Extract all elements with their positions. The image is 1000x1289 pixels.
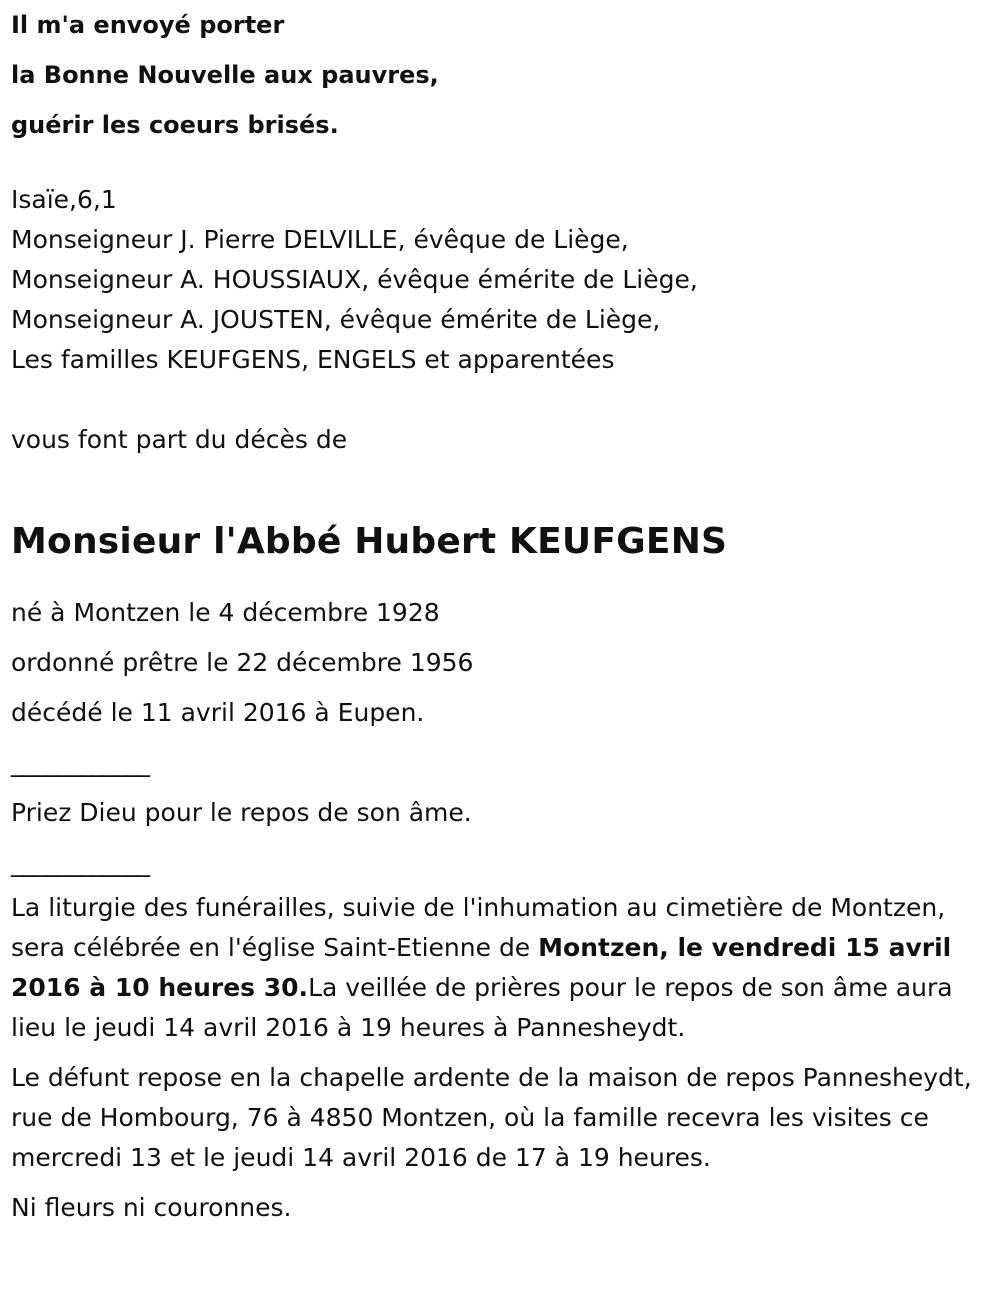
funeral-text-intro: La liturgie des funérailles, suivie de l'inhumation au cimetière de Montzen, sera célébrée en l'église Saint-Etienne de	[11, 893, 946, 962]
verse-reference: Isaïe,6,1	[11, 185, 117, 214]
scripture-verse	[11, 0, 996, 150]
separator-line: ____________	[11, 748, 149, 777]
funeral-details	[11, 888, 996, 1048]
separator-line: ____________	[11, 848, 149, 877]
announcer-line: Monseigneur A. JOUSTEN, évêque émérite de Liège,	[11, 305, 661, 334]
visitation-details: Le défunt repose en la chapelle ardente de la maison de repos Pannesheydt, rue de Hombourg, 76 à 4850 Montzen, où la famille recevra les visites ce mercredi 13 et le jeudi 14 avril 2016 de 17 à 19 heures.	[11, 1063, 972, 1172]
announcers-list	[11, 220, 996, 380]
verse-line: la Bonne Nouvelle aux pauvres,	[11, 61, 439, 89]
vigil-text: La veillée de prières pour le repos de son âme aura lieu le jeudi 14 avril 2016 à 19 heures à Pannesheydt.	[11, 973, 953, 1042]
announcement-intro: vous font part du décès de	[11, 425, 348, 454]
obituary-page	[11, 0, 996, 1228]
death-line: décédé le 11 avril 2016 à Eupen.	[11, 698, 425, 727]
announcer-line: Monseigneur A. HOUSSIAUX, évêque émérite de Liège,	[11, 265, 698, 294]
verse-line: Il m'a envoyé porter	[11, 11, 285, 39]
ordination-line: ordonné prêtre le 22 décembre 1956	[11, 648, 474, 677]
deceased-name: Monsieur l'Abbé Hubert KEUFGENS	[11, 521, 728, 562]
life-details	[11, 588, 996, 738]
announcer-line: Monseigneur J. Pierre DELVILLE, évêque de Liège,	[11, 225, 629, 254]
funeral-date-time: Montzen, le vendredi 15 avril 2016 à 10 heures 30.	[11, 933, 952, 1002]
verse-line: guérir les coeurs brisés.	[11, 111, 339, 139]
announcer-line: Les familles KEUFGENS, ENGELS et apparentées	[11, 345, 615, 374]
closing-note: Ni fleurs ni couronnes.	[11, 1193, 292, 1222]
birth-line: né à Montzen le 4 décembre 1928	[11, 598, 440, 627]
prayer-request: Priez Dieu pour le repos de son âme.	[11, 798, 472, 827]
